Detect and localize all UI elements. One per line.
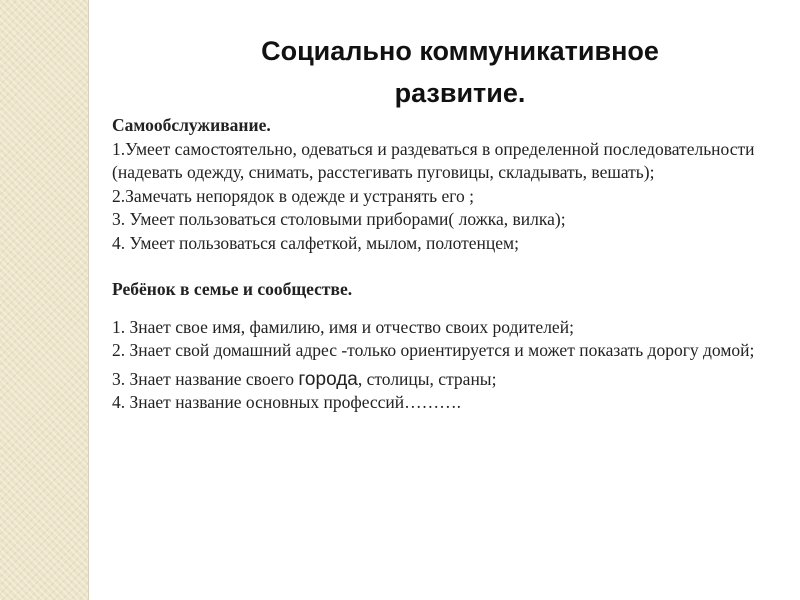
city-word: города xyxy=(298,368,358,390)
list-item xyxy=(112,368,792,392)
title-line-1: Социально коммуникативное xyxy=(261,36,659,66)
list-item: 1. Знает свое имя, фамилию, имя и отчество своих родителей; xyxy=(112,316,574,337)
list-item: 3. Умеет пользоваться столовыми приборами( ложка, вилка); xyxy=(112,209,566,229)
section-heading-self-care: Самообслуживание. xyxy=(112,115,271,135)
list-item: 1.Умеет самостоятельно, одеваться и раздеваться в определенной последовательности (надевать одежду, снимать, расстегивать пуговицы, складывать, вешать); xyxy=(112,138,755,182)
decorative-side-strip xyxy=(0,0,89,600)
list-item-text: 3. Знает название своего xyxy=(112,368,295,389)
spacer xyxy=(112,255,792,278)
title-line-2: развитие. xyxy=(394,78,526,108)
spacer xyxy=(112,302,792,316)
list-item: 2.Замечать непорядок в одежде и устранять его ; xyxy=(112,185,475,206)
list-item-text: , столицы, страны; xyxy=(357,368,497,389)
list-item: 4. Умеет пользоваться салфеткой, мылом, полотенцем; xyxy=(112,232,519,253)
section-heading-family: Ребёнок в семье и сообществе. xyxy=(112,279,353,299)
list-item: 4. Знает название основных профессий………. xyxy=(112,392,462,412)
slide-content xyxy=(112,114,792,415)
list-item: 2. Знает свой домашний адрес -только ориентируется и может показать дорогу домой; xyxy=(112,340,755,360)
slide-title xyxy=(190,30,730,114)
